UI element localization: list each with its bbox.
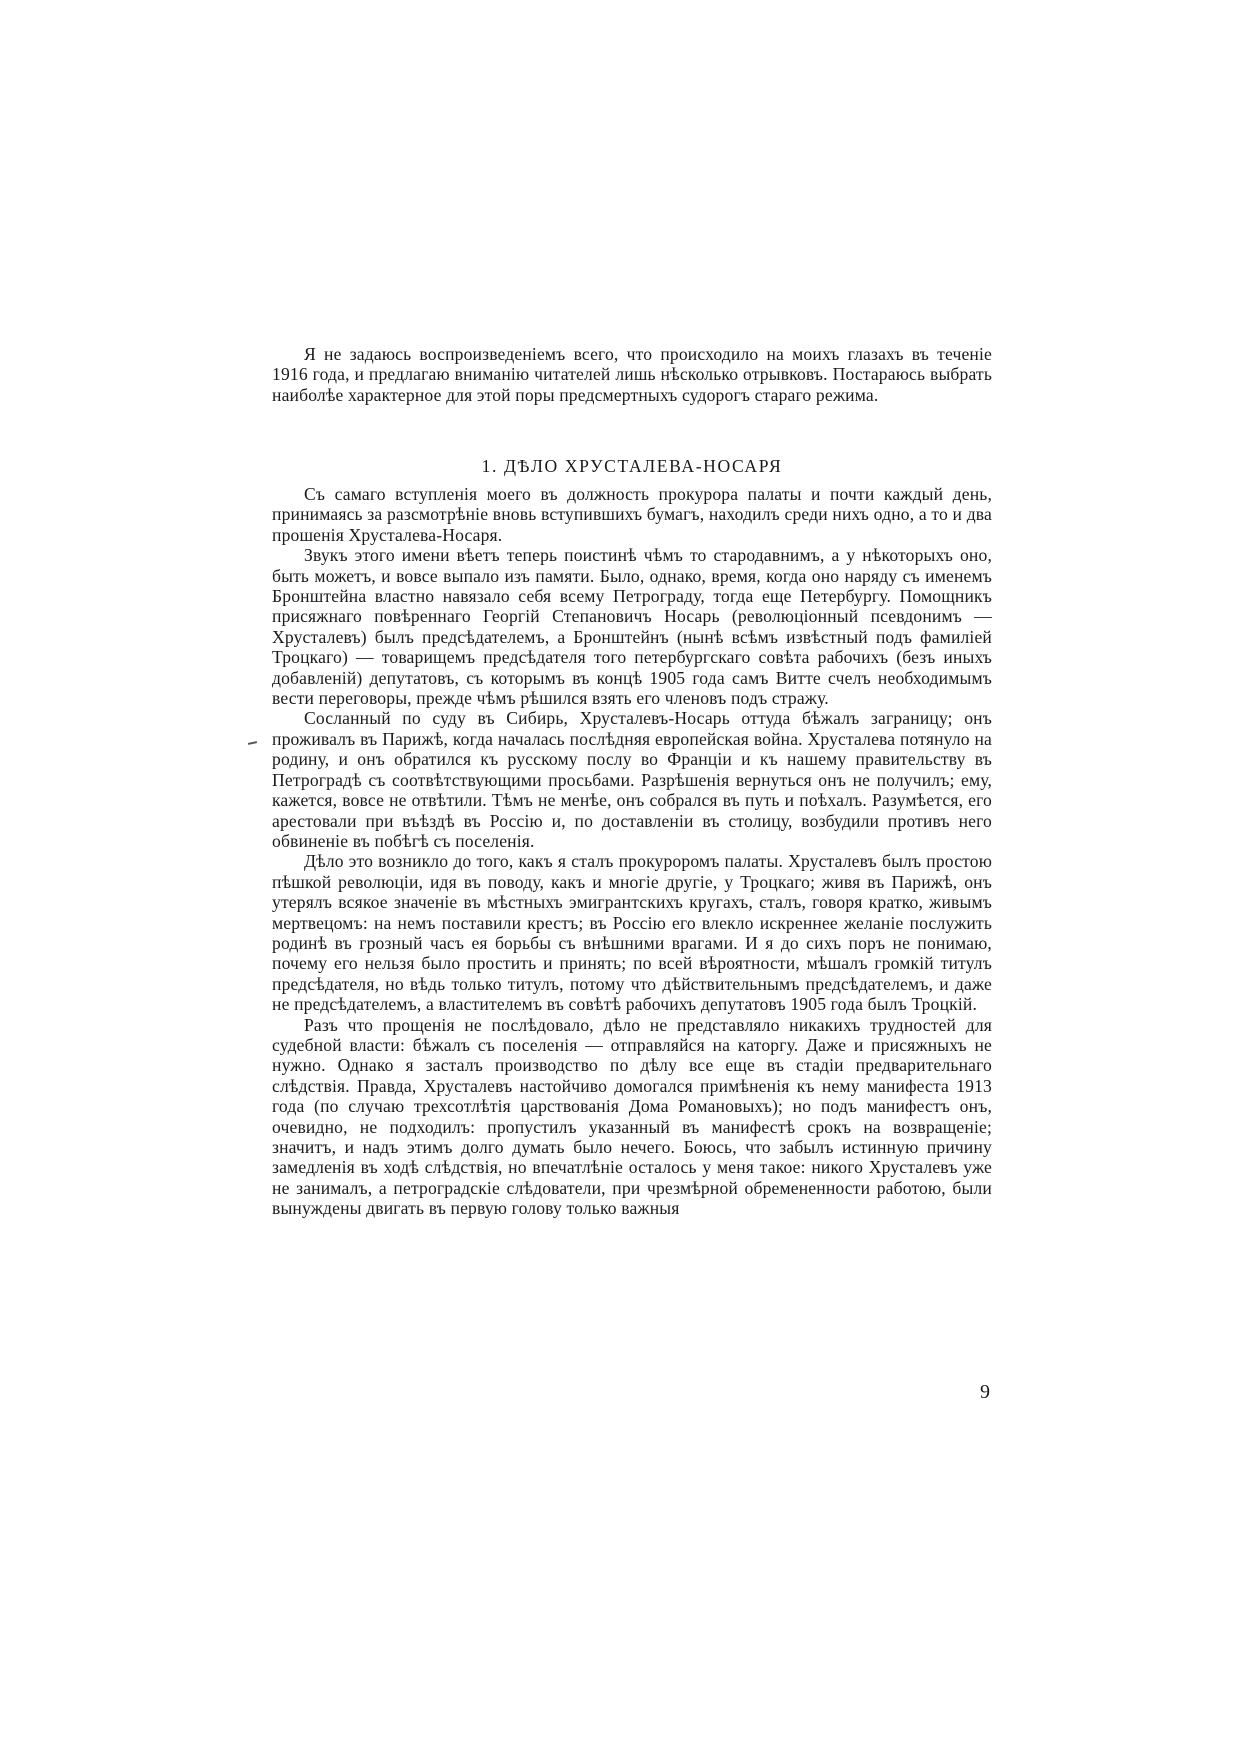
- paragraph-5: Разъ что прощенія не послѣдовало, дѣло не представляло никакихъ трудностей для судебной власти: бѣжалъ съ поселенія — отправляйся на каторгу. Даже и присяжныхъ не нужно. Однако я засталъ производство по дѣлу все еще въ стадіи предварительнаго слѣдствія. Правда, Хрусталевъ настойчиво домогался примѣненія къ нему манифеста 1913 года (по случаю трехсотлѣтія царствованія Дома Романовыхъ); но подъ манифестъ онъ, очевидно, не подходилъ: пропустилъ указанный въ манифестѣ срокъ на возвращеніе; значитъ, и надъ этимъ долго думать было нечего. Боюсь, что забылъ истинную причину замедленія въ ходѣ слѣдствія, но впечатлѣніе осталось у меня такое: никого Хрусталевъ уже не занималъ, а петроградскіе слѣдователи, при чрезмѣрной обремененности работою, были вынуждены двигать въ первую голову только важныя: [272, 1014, 992, 1219]
- paragraph-1: Съ самаго вступленія моего въ должность прокурора палаты и почти каждый день, принимаясь за разсмотрѣніе вновь вступившихъ бумагъ, находилъ среди нихъ одно, а то и два прошенія Хрусталева-Носаря.: [272, 484, 992, 545]
- paragraph-2: Звукъ этого имени вѣетъ теперь поистинѣ чѣмъ то стародавнимъ, а у нѣкоторыхъ оно, быть можетъ, и вовсе выпало изъ памяти. Было, однако, время, когда оно наряду съ именемъ Бронштейна властно навязало себя всему Петрограду, тогда еще Петербургу. Помощникъ присяжнаго повѣреннаго Георгій Степановичъ Носарь (революціонный псевдонимъ — Хрусталевъ) былъ предсѣдателемъ, а Бронштейнъ (нынѣ всѣмъ извѣстный подъ фамиліей Троцкаго) — товарищемъ предсѣдателя того петербургскаго совѣта рабочихъ (безъ иныхъ добавленій) депутатовъ, съ которымъ въ концѣ 1905 года самъ Витте счелъ необходимымъ вести переговоры, прежде чѣмъ рѣшился взять его членовъ подъ стражу.: [272, 545, 992, 709]
- page-number: 9: [980, 1381, 990, 1403]
- intro-text: Я не задаюсь воспроизведеніемъ всего, что происходило на моихъ глазахъ въ теченіе 1916 года, и предлагаю вниманію читателей лишь нѣсколько отрывковъ. Постараюсь выбрать наиболѣе характерное для этой поры предсмертныхъ судорогъ стараго режима.: [272, 344, 992, 405]
- section-heading: 1. ДѢЛО ХРУСТАЛЕВА-НОСАРЯ: [481, 456, 783, 476]
- intro-paragraph: [272, 344, 992, 405]
- paragraph-4: Дѣло это возникло до того, какъ я сталъ прокуроромъ палаты. Хрусталевъ былъ простою пѣшкой революціи, идя въ поводу, какъ и многіе другіе, у Троцкаго; живя въ Парижѣ, онъ утерялъ всякое значеніе въ мѣстныхъ эмигрантскихъ кругахъ, сталъ, говоря кратко, живымъ мертвецомъ: на немъ поставили крестъ; въ Россію его влекло искреннее желаніе послужить родинѣ въ грозный часъ ея борьбы съ внѣшними врагами. И я до сихъ поръ не понимаю, почему его нельзя было простить и принять; по всей вѣроятности, мѣшалъ громкій титулъ предсѣдателя, но вѣдь только титулъ, потому что дѣйствительнымъ предсѣдателемъ, и даже не предсѣдателемъ, а властителемъ въ совѣтѣ рабочихъ депутатовъ 1905 года былъ Троцкій.: [272, 851, 992, 1015]
- section-body: [272, 484, 992, 1219]
- margin-mark: [248, 741, 257, 745]
- paragraph-3: Сосланный по суду въ Сибирь, Хрусталевъ-Носарь оттуда бѣжалъ заграницу; онъ проживалъ въ Парижѣ, когда началась послѣдняя европейская война. Хрусталева потянуло на родину, и онъ обратился къ русскому послу во Франціи и къ нашему правительству въ Петроградѣ съ соотвѣтствующими просьбами. Разрѣшенія вернуться онъ не получилъ; ему, кажется, вовсе не отвѣтили. Тѣмъ не менѣе, онъ собрался въ путь и поѣхалъ. Разумѣется, его арестовали при въѣздѣ въ Россію и, по доставленіи въ столицу, возбудили противъ него обвиненіе въ побѣгѣ съ поселенія.: [272, 708, 992, 851]
